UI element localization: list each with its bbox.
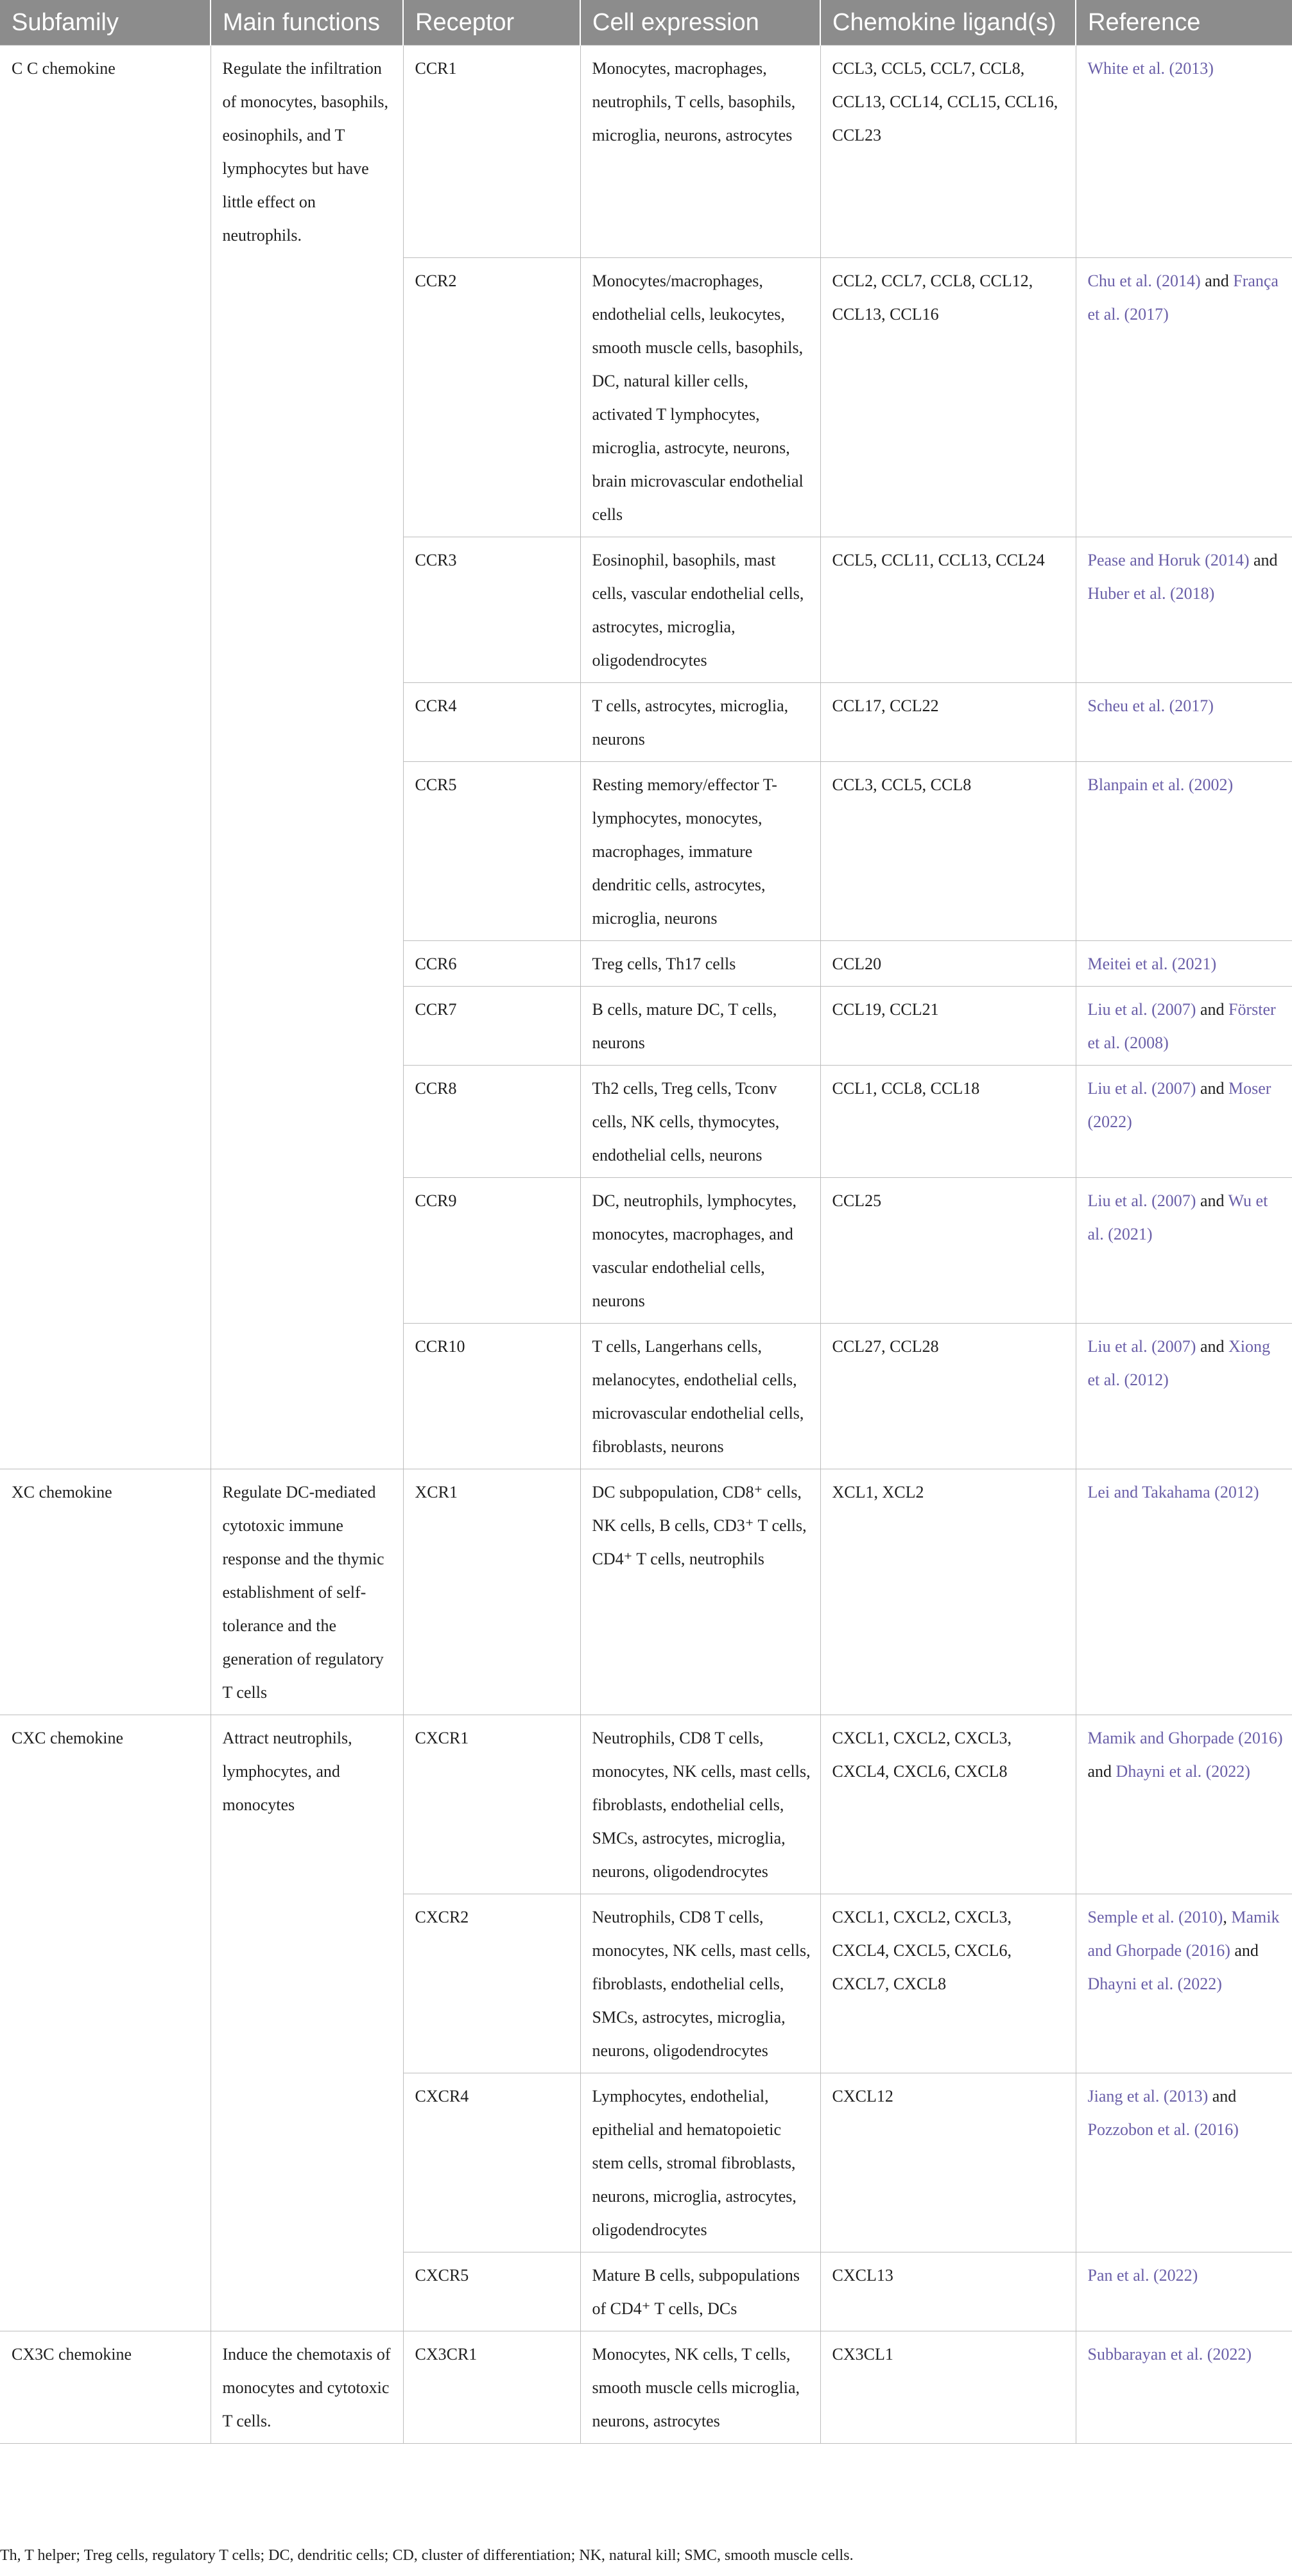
receptor-cell: CCR6 [403, 940, 580, 986]
subfamily-cell [0, 1177, 211, 1323]
receptor-cell: CCR5 [403, 761, 580, 940]
subfamily-cell [0, 986, 211, 1065]
main-functions-cell: Attract neutrophils, lymphocytes, and monocytes [211, 1715, 403, 1894]
subfamily-cell [0, 2073, 211, 2252]
receptor-cell: CCR4 [403, 682, 580, 761]
chemokine-ligands-cell: CCL1, CCL8, CCL18 [820, 1065, 1076, 1177]
reference-link[interactable]: Wu et al. (2021) [1087, 1191, 1268, 1243]
subfamily-cell [0, 1065, 211, 1177]
reference-cell [1076, 2073, 1292, 2252]
reference-link[interactable]: Chu et al. (2014) [1087, 271, 1201, 290]
table-row [0, 257, 1292, 537]
reference-connector: and [1230, 1941, 1259, 1960]
reference-link[interactable]: Huber et al. (2018) [1087, 583, 1215, 603]
subfamily-cell: XC chemokine [0, 1469, 211, 1715]
receptor-cell: CCR7 [403, 986, 580, 1065]
chemokine-ligands-cell: CCL19, CCL21 [820, 986, 1076, 1065]
receptor-cell: CCR9 [403, 1177, 580, 1323]
subfamily-cell [0, 761, 211, 940]
table-row [0, 2252, 1292, 2331]
table-row [0, 682, 1292, 761]
chemokine-ligands-cell: CCL17, CCL22 [820, 682, 1076, 761]
subfamily-cell [0, 257, 211, 537]
subfamily-cell [0, 2252, 211, 2331]
subfamily-cell: CX3C chemokine [0, 2331, 211, 2443]
subfamily-cell [0, 682, 211, 761]
cell-expression-cell: Mature B cells, subpopulations of CD4⁺ T cells, DCs [580, 2252, 820, 2331]
reference-cell [1076, 682, 1292, 761]
reference-connector: , [1223, 1907, 1232, 1926]
header-reference: Reference [1076, 0, 1292, 46]
reference-link[interactable]: Mamik and Ghorpade (2016) [1087, 1907, 1280, 1960]
main-functions-cell [211, 940, 403, 986]
main-functions-cell [211, 1065, 403, 1177]
table-body [0, 46, 1292, 2444]
chemokine-ligands-cell: CCL3, CCL5, CCL7, CCL8, CCL13, CCL14, CCL15, CCL16, CCL23 [820, 46, 1076, 258]
reference-link[interactable]: Subbarayan et al. (2022) [1087, 2344, 1252, 2364]
main-functions-cell [211, 257, 403, 537]
reference-cell [1076, 1177, 1292, 1323]
receptor-cell: CCR1 [403, 46, 580, 258]
chemokine-ligands-cell: CX3CL1 [820, 2331, 1076, 2443]
reference-link[interactable]: Pozzobon et al. (2016) [1087, 2120, 1239, 2139]
reference-connector: and [1196, 999, 1228, 1019]
reference-link[interactable]: Pease and Horuk (2014) [1087, 550, 1250, 569]
subfamily-cell [0, 537, 211, 682]
main-functions-cell [211, 2252, 403, 2331]
cell-expression-cell: Treg cells, Th17 cells [580, 940, 820, 986]
chemokine-ligands-cell: CXCL12 [820, 2073, 1076, 2252]
table-row [0, 1177, 1292, 1323]
reference-link[interactable]: Liu et al. (2007) [1087, 1191, 1196, 1210]
table-row [0, 1323, 1292, 1469]
header-main-functions: Main functions [211, 0, 403, 46]
cell-expression-cell: T cells, astrocytes, microglia, neurons [580, 682, 820, 761]
reference-link[interactable]: Liu et al. (2007) [1087, 1336, 1196, 1356]
reference-link[interactable]: Meitei et al. (2021) [1087, 954, 1217, 973]
header-row [0, 0, 1292, 46]
chemokine-ligands-cell: CCL5, CCL11, CCL13, CCL24 [820, 537, 1076, 682]
subfamily-cell [0, 1323, 211, 1469]
reference-link[interactable]: Lei and Takahama (2012) [1087, 1482, 1259, 1501]
cell-expression-cell: DC, neutrophils, lymphocytes, monocytes, macrophages, and vascular endothelial cells, neurons [580, 1177, 820, 1323]
reference-cell [1076, 537, 1292, 682]
reference-cell [1076, 2331, 1292, 2443]
chemokine-ligands-cell: CCL3, CCL5, CCL8 [820, 761, 1076, 940]
reference-link[interactable]: França et al. (2017) [1087, 271, 1279, 324]
reference-cell [1076, 257, 1292, 537]
main-functions-cell [211, 761, 403, 940]
cell-expression-cell: Monocytes/macrophages, endothelial cells, leukocytes, smooth muscle cells, basophils, DC, natural killer cells, activated T lymphocytes, microglia, astrocyte, neurons, brain microvascular endothelial cells [580, 257, 820, 537]
reference-link[interactable]: Xiong et al. (2012) [1087, 1336, 1270, 1389]
reference-cell [1076, 1469, 1292, 1715]
table-row [0, 986, 1292, 1065]
reference-connector: and [1249, 550, 1278, 569]
subfamily-cell: CXC chemokine [0, 1715, 211, 1894]
reference-cell [1076, 1715, 1292, 1894]
chemokine-ligands-cell: CCL27, CCL28 [820, 1323, 1076, 1469]
cell-expression-cell: Eosinophil, basophils, mast cells, vascular endothelial cells, astrocytes, microglia, oligodendrocytes [580, 537, 820, 682]
chemokine-ligands-cell: CCL25 [820, 1177, 1076, 1323]
reference-connector: and [1087, 1761, 1116, 1781]
reference-link[interactable]: Pan et al. (2022) [1087, 2265, 1198, 2285]
table-footnote: Th, T helper; Treg cells, regulatory T cells; DC, dendritic cells; CD, cluster of differentiation; NK, natural kill; SMC, smooth muscle cells. [0, 2547, 854, 2564]
table-row [0, 537, 1292, 682]
table-row [0, 46, 1292, 258]
main-functions-cell: Regulate the infiltration of monocytes, basophils, eosinophils, and T lymphocytes but have little effect on neutrophils. [211, 46, 403, 258]
cell-expression-cell: Resting memory/effector T-lymphocytes, monocytes, macrophages, immature dendritic cells, astrocytes, microglia, neurons [580, 761, 820, 940]
chemokine-ligands-cell: CXCL1, CXCL2, CXCL3, CXCL4, CXCL5, CXCL6, CXCL7, CXCL8 [820, 1894, 1076, 2073]
cell-expression-cell: Neutrophils, CD8 T cells, monocytes, NK cells, mast cells, fibroblasts, endothelial cells, SMCs, astrocytes, microglia, neurons, oligodendrocytes [580, 1715, 820, 1894]
reference-link[interactable]: Jiang et al. (2013) [1087, 2086, 1209, 2105]
reference-link[interactable]: Förster et al. (2008) [1087, 999, 1276, 1052]
table-row [0, 1065, 1292, 1177]
reference-cell [1076, 986, 1292, 1065]
reference-cell [1076, 46, 1292, 258]
subfamily-cell: C C chemokine [0, 46, 211, 258]
reference-cell [1076, 1894, 1292, 2073]
reference-cell [1076, 2252, 1292, 2331]
table-row [0, 1894, 1292, 2073]
receptor-cell: CXCR4 [403, 2073, 580, 2252]
chemokine-ligands-cell: CXCL13 [820, 2252, 1076, 2331]
reference-link[interactable]: Semple et al. (2010) [1087, 1907, 1223, 1926]
reference-link[interactable]: Mamik and Ghorpade (2016) [1087, 1728, 1283, 1747]
receptor-cell: CX3CR1 [403, 2331, 580, 2443]
receptor-cell: CXCR5 [403, 2252, 580, 2331]
table-row [0, 761, 1292, 940]
table-row [0, 1715, 1292, 1894]
reference-connector: and [1200, 271, 1234, 290]
main-functions-cell: Induce the chemotaxis of monocytes and cytotoxic T cells. [211, 2331, 403, 2443]
header-cell-expression: Cell expression [580, 0, 820, 46]
cell-expression-cell: Lymphocytes, endothelial, epithelial and hematopoietic stem cells, stromal fibroblasts, neurons, microglia, astrocytes, oligodendrocytes [580, 2073, 820, 2252]
reference-connector: and [1208, 2086, 1237, 2105]
table-row [0, 940, 1292, 986]
receptor-cell: CCR10 [403, 1323, 580, 1469]
subfamily-cell [0, 1894, 211, 2073]
reference-cell [1076, 940, 1292, 986]
cell-expression-cell: Monocytes, macrophages, neutrophils, T cells, basophils, microglia, neurons, astrocytes [580, 46, 820, 258]
chemokine-ligands-cell: CCL2, CCL7, CCL8, CCL12, CCL13, CCL16 [820, 257, 1076, 537]
receptor-cell: CCR3 [403, 537, 580, 682]
reference-connector: and [1196, 1336, 1228, 1356]
cell-expression-cell: Monocytes, NK cells, T cells, smooth muscle cells microglia, neurons, astrocytes [580, 2331, 820, 2443]
table-row [0, 2073, 1292, 2252]
chemokine-ligands-cell: CCL20 [820, 940, 1076, 986]
reference-link[interactable]: Scheu et al. (2017) [1087, 696, 1214, 715]
reference-cell [1076, 1065, 1292, 1177]
reference-connector: and [1196, 1191, 1228, 1210]
cell-expression-cell: B cells, mature DC, T cells, neurons [580, 986, 820, 1065]
receptor-cell: CCR2 [403, 257, 580, 537]
main-functions-cell [211, 986, 403, 1065]
reference-link[interactable]: Dhayni et al. (2022) [1115, 1761, 1250, 1781]
reference-connector: and [1196, 1078, 1228, 1098]
reference-link[interactable]: Liu et al. (2007) [1087, 1078, 1196, 1098]
reference-cell [1076, 761, 1292, 940]
subfamily-cell [0, 940, 211, 986]
chemokine-ligands-cell: CXCL1, CXCL2, CXCL3, CXCL4, CXCL6, CXCL8 [820, 1715, 1076, 1894]
receptor-cell: CXCR2 [403, 1894, 580, 2073]
cell-expression-cell: DC subpopulation, CD8⁺ cells, NK cells, B cells, CD3⁺ T cells, CD4⁺ T cells, neutrophils [580, 1469, 820, 1715]
receptor-cell: CCR8 [403, 1065, 580, 1177]
reference-link[interactable]: Moser (2022) [1087, 1078, 1271, 1131]
table-row [0, 1469, 1292, 1715]
cell-expression-cell: Th2 cells, Treg cells, Tconv cells, NK cells, thymocytes, endothelial cells, neurons [580, 1065, 820, 1177]
cell-expression-cell: Neutrophils, CD8 T cells, monocytes, NK cells, mast cells, fibroblasts, endothelial cells, SMCs, astrocytes, microglia, neurons, oligodendrocytes [580, 1894, 820, 2073]
main-functions-cell [211, 682, 403, 761]
reference-link[interactable]: White et al. (2013) [1087, 59, 1214, 78]
main-functions-cell [211, 1323, 403, 1469]
header-subfamily: Subfamily [0, 0, 211, 46]
cell-expression-cell: T cells, Langerhans cells, melanocytes, endothelial cells, microvascular endothelial cells, fibroblasts, neurons [580, 1323, 820, 1469]
reference-link[interactable]: Dhayni et al. (2022) [1087, 1974, 1222, 1993]
table-row [0, 2331, 1292, 2443]
reference-cell [1076, 1323, 1292, 1469]
main-functions-cell [211, 1177, 403, 1323]
main-functions-cell [211, 537, 403, 682]
reference-link[interactable]: Liu et al. (2007) [1087, 999, 1196, 1019]
main-functions-cell [211, 1894, 403, 2073]
header-chemokine-ligands: Chemokine ligand(s) [820, 0, 1076, 46]
receptor-cell: XCR1 [403, 1469, 580, 1715]
main-functions-cell [211, 2073, 403, 2252]
header-receptor: Receptor [403, 0, 580, 46]
reference-link[interactable]: Blanpain et al. (2002) [1087, 775, 1234, 794]
main-functions-cell: Regulate DC-mediated cytotoxic immune response and the thymic establishment of self-tolerance and the generation of regulatory T cells [211, 1469, 403, 1715]
receptor-cell: CXCR1 [403, 1715, 580, 1894]
chemokine-ligands-cell: XCL1, XCL2 [820, 1469, 1076, 1715]
